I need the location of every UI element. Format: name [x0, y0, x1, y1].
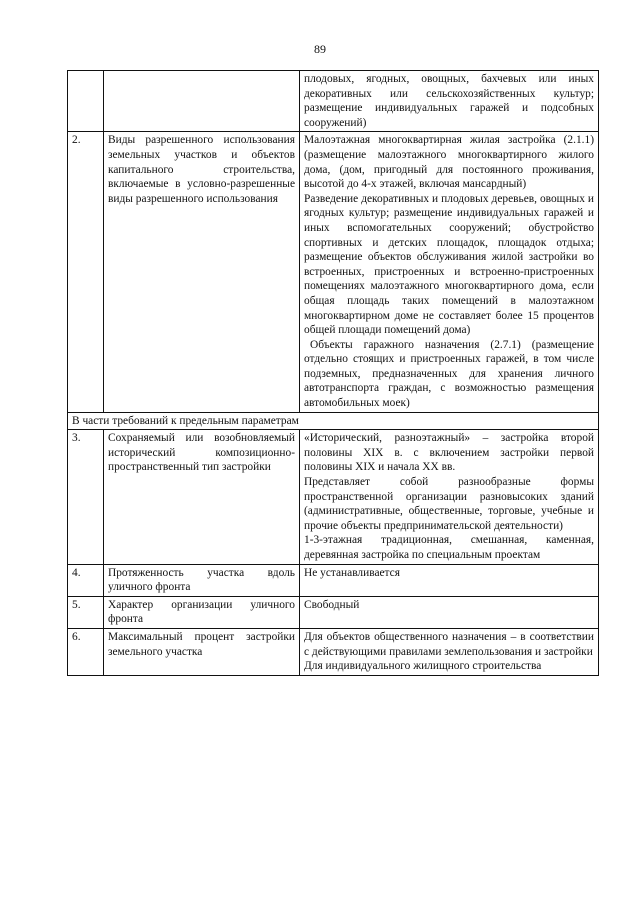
row-name: [104, 71, 300, 132]
table-row: [68, 628, 599, 675]
value-paragraph: «Исторический, разноэтажный» – застройка второй половины XIX в. с включением застройки первой половины XIX и начала XX вв.: [304, 432, 594, 474]
value-paragraph: Не устанавливается: [304, 566, 400, 579]
value-paragraph: Малоэтажная многоквартирная жилая застройка (2.1.1) (размещение малоэтажного многоквартирного жилого дома, (дом, пригодный для постоянного проживания, высотой до 4-х этажей, включая мансардный): [304, 134, 594, 191]
row-number: 4.: [68, 564, 104, 596]
row-number: [68, 71, 104, 132]
row-value: [300, 596, 599, 628]
section-header-row: [68, 412, 599, 430]
row-name: Протяженность участка вдоль уличного фронта: [104, 564, 300, 596]
row-value: [300, 564, 599, 596]
row-number: 6.: [68, 628, 104, 675]
table-row: [68, 132, 599, 412]
value-paragraph: 1-3-этажная традиционная, смешанная, каменная, деревянная застройка по специальным проектам: [304, 534, 594, 561]
table-row: [68, 430, 599, 564]
page-number: 89: [314, 42, 326, 56]
row-name: Максимальный процент застройки земельного участка: [104, 628, 300, 675]
row-value: [300, 132, 599, 412]
row-name: Сохраняемый или возобновляемый исторический композиционно-пространственный тип застройки: [104, 430, 300, 564]
row-number: 2.: [68, 132, 104, 412]
row-value: [300, 71, 599, 132]
row-name: Характер организации уличного фронта: [104, 596, 300, 628]
table-row: [68, 596, 599, 628]
row-number: 3.: [68, 430, 104, 564]
section-header: В части требований к предельным параметрам: [68, 412, 599, 430]
row-name: Виды разрешенного использования земельных участков и объектов капитального строительства, включаемые в условно-разрешенные виды разрешенного использования: [104, 132, 300, 412]
value-paragraph: Свободный: [304, 598, 360, 611]
table-row: [68, 71, 599, 132]
value-paragraph: Разведение декоративных и плодовых деревьев, овощных и ягодных культур; размещение индивидуальных гаражей и иных вспомогательных сооружений; обустройство спортивных и детских площадок, площадок отдыха; размещение объектов обслуживания жилой застройки во встроенных, пристроенных и встроенно-пристроенных помещениях малоэтажного многоквартирного дома, если общая площадь таких помещений в малоэтажном многоквартирном доме не составляет более 15 процентов общей площади помещений дома): [304, 192, 594, 337]
row-value: [300, 430, 599, 564]
row-number: 5.: [68, 596, 104, 628]
row-value: [300, 628, 599, 675]
value-paragraph: плодовых, ягодных, овощных, бахчевых или иных декоративных или сельскохозяйственных культур; размещение индивидуальных гаражей и подсобных сооружений): [304, 73, 594, 129]
regulations-table: [67, 70, 599, 676]
value-paragraph: Объекты гаражного назначения (2.7.1) (размещение отдельно стоящих и пристроенных гаражей, в том числе подземных, предназначенных для хранения личного автотранспорта граждан, с возможностью размещения автомобильных моек): [304, 338, 594, 410]
value-paragraph: Для индивидуального жилищного строительства: [304, 660, 542, 673]
value-paragraph: Для объектов общественного назначения – в соответствии с действующими правилами землепользования и застройки: [304, 630, 594, 658]
table-row: [68, 564, 599, 596]
value-paragraph: Представляет собой разнообразные формы пространственной организации разновысоких зданий (административные, общественные, торговые, учебные и прочие объекты предпринимательской деятельности): [304, 476, 594, 532]
